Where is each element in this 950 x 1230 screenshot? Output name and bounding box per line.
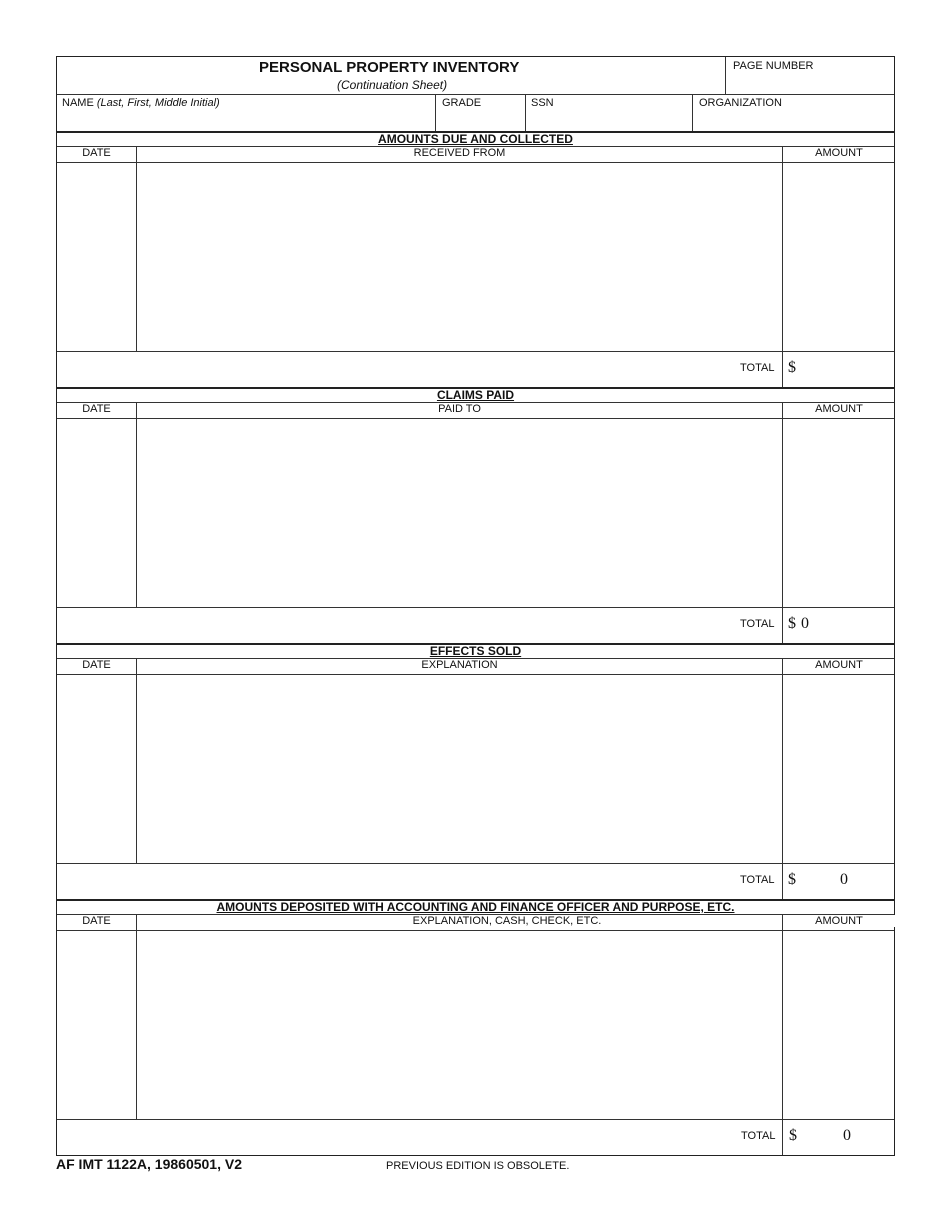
page-number-label: PAGE NUMBER bbox=[733, 60, 814, 72]
section-4-total-divider bbox=[57, 1119, 894, 1120]
section-1-description-entries[interactable] bbox=[137, 163, 781, 350]
grade-field[interactable] bbox=[436, 111, 524, 131]
section-1-title: AMOUNTS DUE AND COLLECTED bbox=[378, 132, 573, 146]
section-4-amount-label: AMOUNT bbox=[783, 915, 895, 927]
section-3-total-label: TOTAL bbox=[740, 874, 775, 886]
section-2-date-entries[interactable] bbox=[58, 419, 135, 606]
form-title: PERSONAL PROPERTY INVENTORY bbox=[259, 59, 520, 76]
section-2-total-currency: $ bbox=[788, 615, 796, 632]
section-3-desc-label: EXPLANATION bbox=[421, 659, 498, 671]
section-2-total-divider bbox=[57, 607, 894, 608]
section-1-date-label: DATE bbox=[82, 147, 111, 159]
section-3-total-currency: $ bbox=[788, 871, 796, 888]
organization-field[interactable] bbox=[693, 111, 893, 131]
name-field-label bbox=[62, 97, 220, 109]
section-3-description-entries[interactable] bbox=[137, 675, 781, 862]
section-3-title: EFFECTS SOLD bbox=[429, 644, 522, 658]
form-identifier: AF IMT 1122A, 19860501, V2 bbox=[56, 1156, 242, 1172]
section-1-amount-label: AMOUNT bbox=[815, 147, 863, 159]
section-1-desc-label: RECEIVED FROM bbox=[413, 147, 506, 159]
section-4-title: AMOUNTS DEPOSITED WITH ACCOUNTING AND FINANCE OFFICER AND PURPOSE, ETC. bbox=[216, 900, 735, 914]
section-2-title: CLAIMS PAID bbox=[436, 388, 515, 402]
section-2-amount-entries[interactable] bbox=[783, 419, 894, 606]
section-3-amount-label: AMOUNT bbox=[815, 659, 863, 671]
section-2-amount-label: AMOUNT bbox=[815, 403, 863, 415]
section-4-date-entries[interactable] bbox=[58, 931, 135, 1118]
form-subtitle: (Continuation Sheet) bbox=[337, 78, 448, 92]
name-field[interactable] bbox=[58, 111, 434, 131]
section-4-total-value[interactable]: 0 bbox=[843, 1127, 851, 1144]
ssn-field[interactable] bbox=[526, 111, 691, 131]
section-1-total-label: TOTAL bbox=[740, 362, 775, 374]
section-2-date-label: DATE bbox=[82, 403, 111, 415]
name-label: NAME bbox=[62, 97, 94, 109]
section-1-total-divider bbox=[57, 351, 894, 352]
section-1-amount-entries[interactable] bbox=[783, 163, 894, 350]
section-3-date-entries[interactable] bbox=[58, 675, 135, 862]
section-3-date-label: DATE bbox=[82, 659, 111, 671]
organization-label: ORGANIZATION bbox=[699, 97, 782, 109]
section-3-amount-entries[interactable] bbox=[783, 675, 894, 862]
section-4-amount-entries[interactable] bbox=[783, 931, 894, 1118]
section-1-date-entries[interactable] bbox=[58, 163, 135, 350]
section-1-total-currency: $ bbox=[788, 359, 796, 376]
ssn-label: SSN bbox=[531, 97, 554, 109]
section-4-desc-label: EXPLANATION, CASH, CHECK, ETC. bbox=[412, 915, 602, 927]
page-number-field[interactable] bbox=[726, 75, 894, 93]
section-3-total-divider bbox=[57, 863, 894, 864]
section-4-total-label: TOTAL bbox=[741, 1130, 776, 1142]
section-2-total-value[interactable]: 0 bbox=[801, 615, 809, 632]
section-2-total-label: TOTAL bbox=[740, 618, 775, 630]
grade-label: GRADE bbox=[442, 97, 482, 109]
edition-note: PREVIOUS EDITION IS OBSOLETE. bbox=[386, 1160, 570, 1172]
section-4-description-entries[interactable] bbox=[137, 931, 781, 1118]
name-hint: (Last, First, Middle Initial) bbox=[96, 97, 220, 109]
section-3-total-value[interactable]: 0 bbox=[840, 871, 848, 888]
section-2-description-entries[interactable] bbox=[137, 419, 781, 606]
section-2-desc-label: PAID TO bbox=[438, 403, 481, 415]
property-inventory-form bbox=[56, 56, 895, 1156]
header-divider bbox=[57, 94, 894, 95]
section-4-date-label: DATE bbox=[82, 915, 111, 927]
section-4-total-currency: $ bbox=[789, 1127, 797, 1144]
